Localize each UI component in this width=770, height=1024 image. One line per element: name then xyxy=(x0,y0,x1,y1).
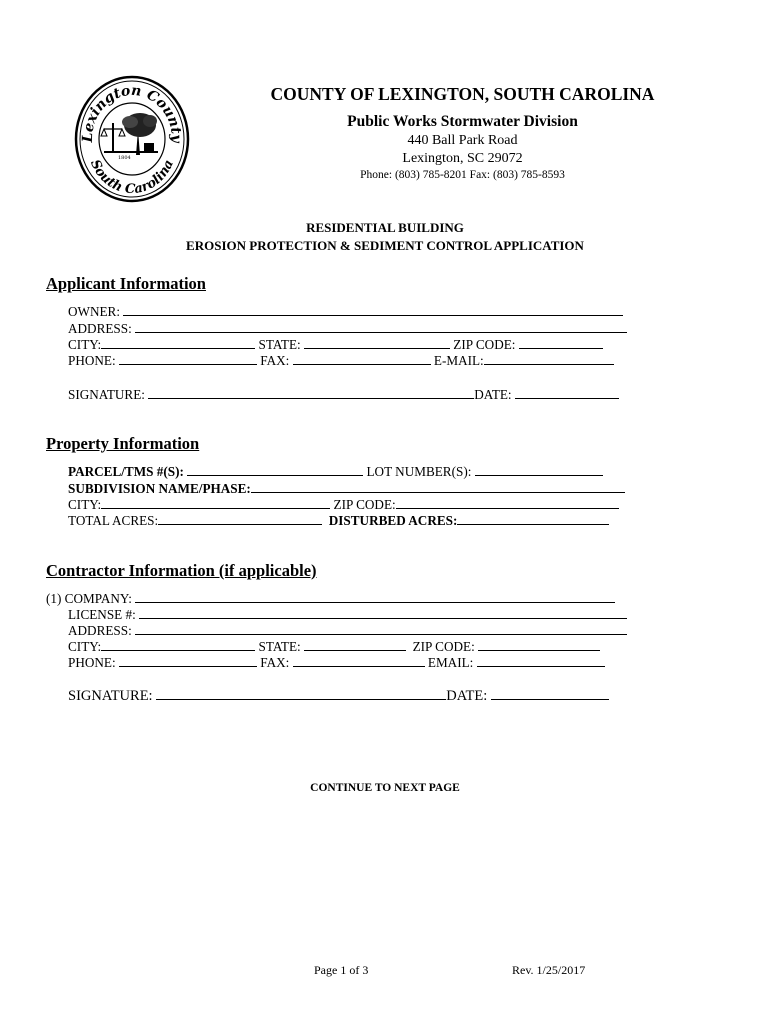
contractor-address-line[interactable] xyxy=(135,633,627,635)
phone-line[interactable] xyxy=(119,363,257,365)
license-label: LICENSE #: xyxy=(68,607,136,622)
signature-label: SIGNATURE: xyxy=(68,387,145,402)
property-zip-label: ZIP CODE: xyxy=(333,497,396,512)
contractor-date-label: DATE: xyxy=(446,688,488,704)
contractor-email-label: EMAIL: xyxy=(427,655,474,670)
email-label: E-MAIL: xyxy=(433,353,484,368)
parcel-row xyxy=(68,464,603,480)
state-line[interactable] xyxy=(304,347,450,349)
total-acres-line[interactable] xyxy=(158,523,322,525)
fax-line[interactable] xyxy=(293,363,431,365)
revision-date: Rev. 1/25/2017 xyxy=(512,963,586,977)
license-row xyxy=(68,607,627,623)
parcel-line[interactable] xyxy=(187,474,363,476)
contractor-state-label: STATE: xyxy=(258,639,301,654)
applicant-phone-row xyxy=(68,353,614,369)
owner-field[interactable] xyxy=(68,304,623,320)
applicant-city-row xyxy=(68,337,603,353)
seal-year: 1804 xyxy=(118,155,131,161)
contractor-phone-label: PHONE: xyxy=(68,655,116,670)
contractor-state-line[interactable] xyxy=(304,649,406,651)
address-line[interactable] xyxy=(135,331,627,333)
contractor-fax-line[interactable] xyxy=(293,665,425,667)
contractor-address-row xyxy=(68,623,627,639)
subdivision-row xyxy=(68,481,625,497)
contractor-signature-label: SIGNATURE: xyxy=(68,688,153,704)
owner-label: OWNER: xyxy=(68,304,121,319)
county-seal xyxy=(74,75,190,203)
seal-bottom-text: South Carolina xyxy=(87,157,177,198)
contractor-phone-row xyxy=(68,655,605,671)
property-city-label: CITY: xyxy=(68,497,102,512)
parcel-label: PARCEL/TMS #(S): xyxy=(68,464,184,479)
contractor-signature-row xyxy=(68,688,609,705)
division-name: Public Works Stormwater Division xyxy=(347,113,578,130)
property-city-row xyxy=(68,497,619,513)
company-line[interactable] xyxy=(135,601,615,603)
contractor-zip-line[interactable] xyxy=(478,649,600,651)
property-city-line[interactable] xyxy=(101,507,330,509)
street-address: 440 Ball Park Road xyxy=(407,133,518,148)
license-line[interactable] xyxy=(139,617,627,619)
acres-row xyxy=(68,513,609,529)
contractor-zip-label: ZIP CODE: xyxy=(412,639,475,654)
property-zip-line[interactable] xyxy=(396,507,619,509)
zip-label: ZIP CODE: xyxy=(453,337,516,352)
city-address: Lexington, SC 29072 xyxy=(402,151,523,166)
date-line[interactable] xyxy=(515,397,619,399)
address-field[interactable] xyxy=(68,321,627,337)
company-label: (1) COMPANY: xyxy=(46,591,132,606)
contractor-heading: Contractor Information (if applicable) xyxy=(46,561,317,580)
owner-line[interactable] xyxy=(123,314,623,316)
continue-note: CONTINUE TO NEXT PAGE xyxy=(310,782,460,794)
company-row xyxy=(46,591,615,607)
page-number: Page 1 of 3 xyxy=(314,963,369,977)
signature-line[interactable] xyxy=(148,397,474,399)
contractor-city-label: CITY: xyxy=(68,639,102,654)
phone-fax: Phone: (803) 785-8201 Fax: (803) 785-8593 xyxy=(360,169,565,181)
contractor-email-line[interactable] xyxy=(477,665,605,667)
form-title-line2: EROSION PROTECTION & SEDIMENT CONTROL APPLICATION xyxy=(186,238,584,253)
contractor-city-line[interactable] xyxy=(101,649,255,651)
contractor-signature-line[interactable] xyxy=(156,698,446,700)
lot-line[interactable] xyxy=(475,474,603,476)
disturbed-acres-label: DISTURBED ACRES: xyxy=(328,513,458,528)
city-line[interactable] xyxy=(101,347,255,349)
disturbed-acres-line[interactable] xyxy=(457,523,609,525)
subdivision-line[interactable] xyxy=(251,491,625,493)
applicant-signature-row xyxy=(68,387,619,403)
total-acres-label: TOTAL ACRES: xyxy=(68,513,159,528)
county-title: COUNTY OF LEXINGTON, SOUTH CAROLINA xyxy=(270,84,655,104)
city-label: CITY: xyxy=(68,337,102,352)
phone-label: PHONE: xyxy=(68,353,116,368)
state-label: STATE: xyxy=(258,337,301,352)
date-label: DATE: xyxy=(474,387,512,402)
contractor-phone-line[interactable] xyxy=(119,665,257,667)
seal-icon xyxy=(74,75,190,203)
property-heading: Property Information xyxy=(46,434,200,453)
email-line[interactable] xyxy=(484,363,614,365)
address-label: ADDRESS: xyxy=(68,321,132,336)
contractor-address-label: ADDRESS: xyxy=(68,623,132,638)
contractor-fax-label: FAX: xyxy=(260,655,290,670)
lot-label: LOT NUMBER(S): xyxy=(366,464,472,479)
zip-line[interactable] xyxy=(519,347,603,349)
form-title-line1: RESIDENTIAL BUILDING xyxy=(306,220,464,235)
applicant-heading: Applicant Information xyxy=(46,274,206,293)
fax-label: FAX: xyxy=(260,353,290,368)
subdivision-label: SUBDIVISION NAME/PHASE: xyxy=(68,481,251,496)
contractor-date-line[interactable] xyxy=(491,698,609,700)
seal-top-text: Lexington County xyxy=(79,82,185,143)
contractor-city-row xyxy=(68,639,600,655)
